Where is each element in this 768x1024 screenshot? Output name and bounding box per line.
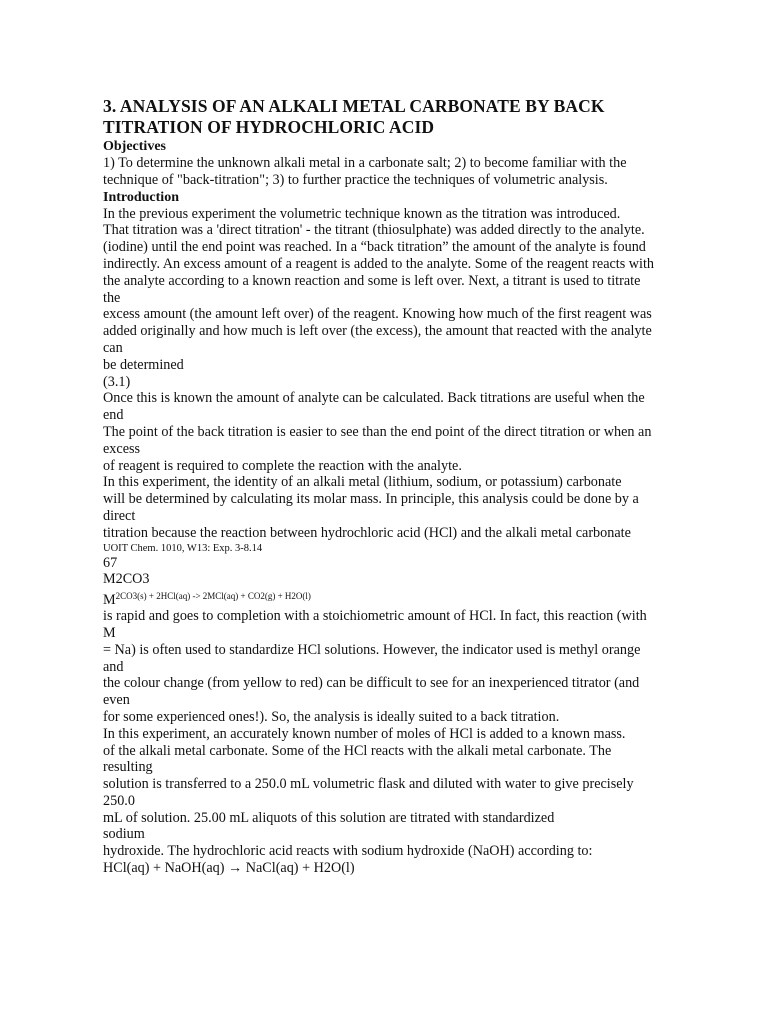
title-line-1: 3. ANALYSIS OF AN ALKALI METAL CARBONATE BY BACK — [103, 96, 605, 116]
intro-line: will be determined by calculating its molar mass. In principle, this analysis could be done by a — [103, 491, 639, 508]
intro-line: added originally and how much is left over (the excess), the amount that reacted with the analyte — [103, 323, 652, 340]
objectives-heading: Objectives — [103, 139, 166, 154]
body-line: even — [103, 692, 130, 709]
intro-line: end — [103, 407, 124, 424]
title-line-2: TITRATION OF HYDROCHLORIC ACID — [103, 117, 435, 137]
intro-line: In the previous experiment the volumetric technique known as the titration was introduced. — [103, 205, 621, 222]
introduction-section — [103, 189, 703, 542]
objectives-line: 1) To determine the unknown alkali metal in a carbonate salt; 2) to become familiar with the — [103, 155, 627, 171]
intro-line: be determined — [103, 356, 184, 373]
intro-line: of reagent is required to complete the reaction with the analyte. — [103, 457, 462, 474]
body-line: 250.0 — [103, 792, 135, 809]
body-line: sodium — [103, 826, 145, 843]
objectives-line: technique of "back-titration"; 3) to further practice the techniques of volumetric analysis. — [103, 171, 608, 188]
equation-number: (3.1) — [103, 373, 131, 390]
body-line: mL of solution. 25.00 mL aliquots of this solution are titrated with standardized — [103, 809, 555, 826]
body-line: = Na) is often used to standardize HCl solutions. However, the indicator used is methyl orange — [103, 641, 641, 658]
body-line: of the alkali metal carbonate. Some of the HCl reacts with the alkali metal carbonate. The — [103, 742, 612, 759]
footer-note: UOIT Chem. 1010, W13: Exp. 3-8.14 — [103, 542, 263, 554]
formula-label: M2CO3 — [103, 571, 150, 588]
intro-line: can — [103, 339, 123, 356]
body-line: hydroxide. The hydrochloric acid reacts with sodium hydroxide (NaOH) according to: — [103, 843, 593, 860]
body-line: solution is transferred to a 250.0 mL volumetric flask and diluted with water to give precisely — [103, 776, 634, 793]
intro-line: In this experiment, the identity of an alkali metal (lithium, sodium, or potassium) carbonate — [103, 474, 622, 491]
introduction-heading: Introduction — [103, 189, 179, 205]
body-line: the colour change (from yellow to red) can be difficult to see for an inexperienced titrator (and — [103, 675, 640, 692]
intro-line: That titration was a 'direct titration' - the titrant (thiosulphate) was added directly to the analyte. — [103, 222, 645, 239]
intro-line: excess amount (the amount left over) of the reagent. Knowing how much of the first reagent was — [103, 306, 652, 323]
document-page — [103, 96, 703, 877]
formula-metal-symbol: M — [103, 592, 116, 609]
intro-line: titration because the reaction between hydrochloric acid (HCl) and the alkali metal carbonate — [103, 524, 631, 541]
continuation-section — [103, 608, 703, 877]
body-line: for some experienced ones!). So, the analysis is ideally suited to a back titration. — [103, 708, 560, 725]
intro-line: The point of the back titration is easier to see than the end point of the direct titration or when an — [103, 423, 652, 440]
intro-line: indirectly. An excess amount of a reagent is added to the analyte. Some of the reagent reacts with — [103, 255, 655, 272]
body-line: and — [103, 658, 124, 675]
intro-line: the analyte according to a known reaction and some is left over. Next, a titrant is used to titrate — [103, 272, 641, 289]
reaction-equation — [103, 588, 703, 608]
document-title — [103, 96, 703, 138]
intro-line: Once this is known the amount of analyte can be calculated. Back titrations are useful when the — [103, 390, 645, 407]
page-number: 67 — [103, 554, 118, 571]
body-line: resulting — [103, 759, 153, 776]
neutralization-equation: HCl(aq) + NaOH(aq) → NaCl(aq) + H2O(l) — [103, 860, 355, 877]
body-line: In this experiment, an accurately known number of moles of HCl is added to a known mass. — [103, 725, 626, 742]
body-line: M — [103, 624, 116, 641]
objectives-section — [103, 138, 703, 189]
intro-line: (iodine) until the end point was reached. In a “back titration” the amount of the analyte is found — [103, 239, 646, 256]
formula-reaction-text: 2CO3(s) + 2HCl(aq) -> 2MCl(aq) + CO2(g) + H2O(l) — [115, 591, 311, 602]
intro-line: excess — [103, 440, 141, 457]
body-line: is rapid and goes to completion with a stoichiometric amount of HCl. In fact, this reaction (with — [103, 608, 647, 625]
intro-line: direct — [103, 507, 136, 524]
intro-line: the — [103, 289, 121, 306]
